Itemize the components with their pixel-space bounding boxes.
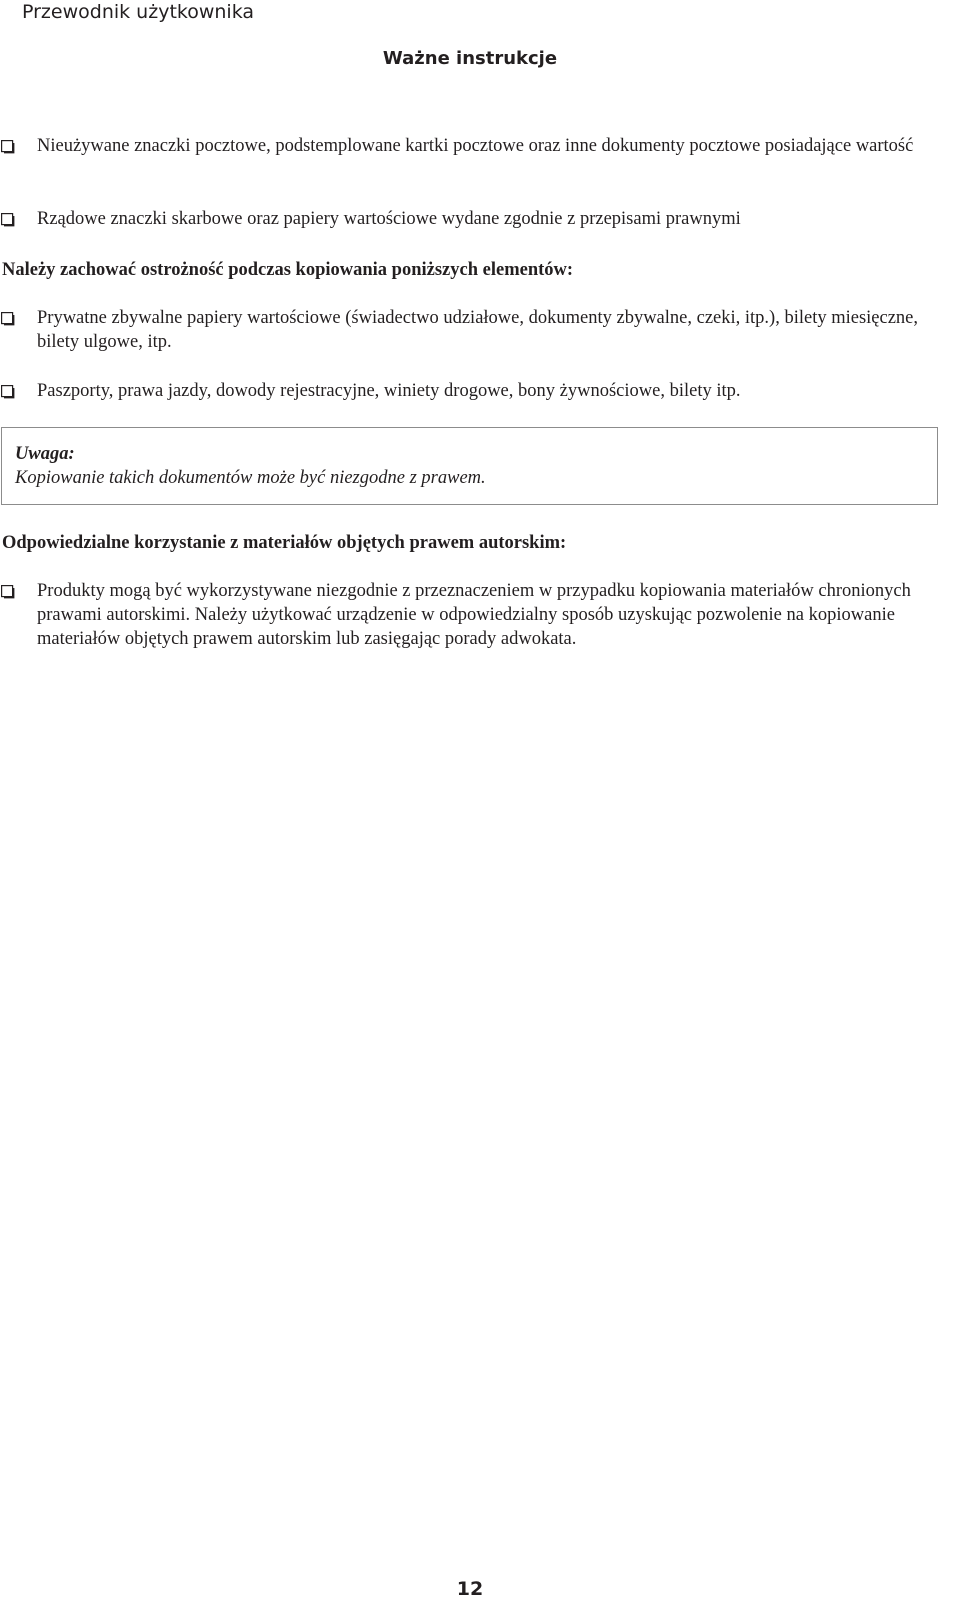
note-box (1, 427, 938, 505)
list-item-text: Rządowe znaczki skarbowe oraz papiery wartościowe wydane zgodnie z przepisami prawnymi (37, 209, 741, 229)
checkbox-bullet-icon (1, 585, 16, 600)
list-item (0, 379, 940, 403)
caution-heading: Należy zachować ostrożność podczas kopiowania poniższych elementów: (2, 260, 574, 280)
list-item-text: Paszporty, prawa jazdy, dowody rejestracyjne, winiety drogowe, bony żywnościowe, bilety itp. (37, 381, 741, 401)
page-number: 12 (456, 1578, 484, 1600)
list-item-text: Produkty mogą być wykorzystywane niezgodnie z przeznaczeniem w przypadku kopiowania materiałów chronionych prawami autorskimi. Należy użytkować urządzenie w odpowiedzialny sposób uzyskując pozwolenie na kopiowanie materiałów objętych prawem autorskim lub zasięgając porady adwokata. (37, 581, 911, 649)
checkbox-bullet-icon (1, 312, 16, 327)
checkbox-bullet-icon (1, 140, 16, 155)
list-item-text: Nieużywane znaczki pocztowe, podstemplowane kartki pocztowe oraz inne dokumenty pocztowe posiadające wartość (37, 136, 914, 156)
list-item (0, 306, 940, 354)
checkbox-bullet-icon (1, 385, 16, 400)
list-item (0, 207, 940, 231)
checkbox-bullet-icon (1, 213, 16, 228)
note-text: Kopiowanie takich dokumentów może być niezgodne z prawem. (15, 468, 486, 488)
note-label: Uwaga: (15, 444, 75, 464)
list-item (0, 579, 940, 651)
copyright-heading: Odpowiedzialne korzystanie z materiałów objętych prawem autorskim: (2, 533, 567, 553)
running-head: Przewodnik użytkownika (22, 1, 255, 23)
list-item (0, 134, 940, 158)
list-item-text: Prywatne zbywalne papiery wartościowe (świadectwo udziałowe, dokumenty zbywalne, czeki, itp.), bilety miesięczne, bilety ulgowe, itp. (37, 308, 919, 352)
section-title: Ważne instrukcje (382, 48, 558, 69)
